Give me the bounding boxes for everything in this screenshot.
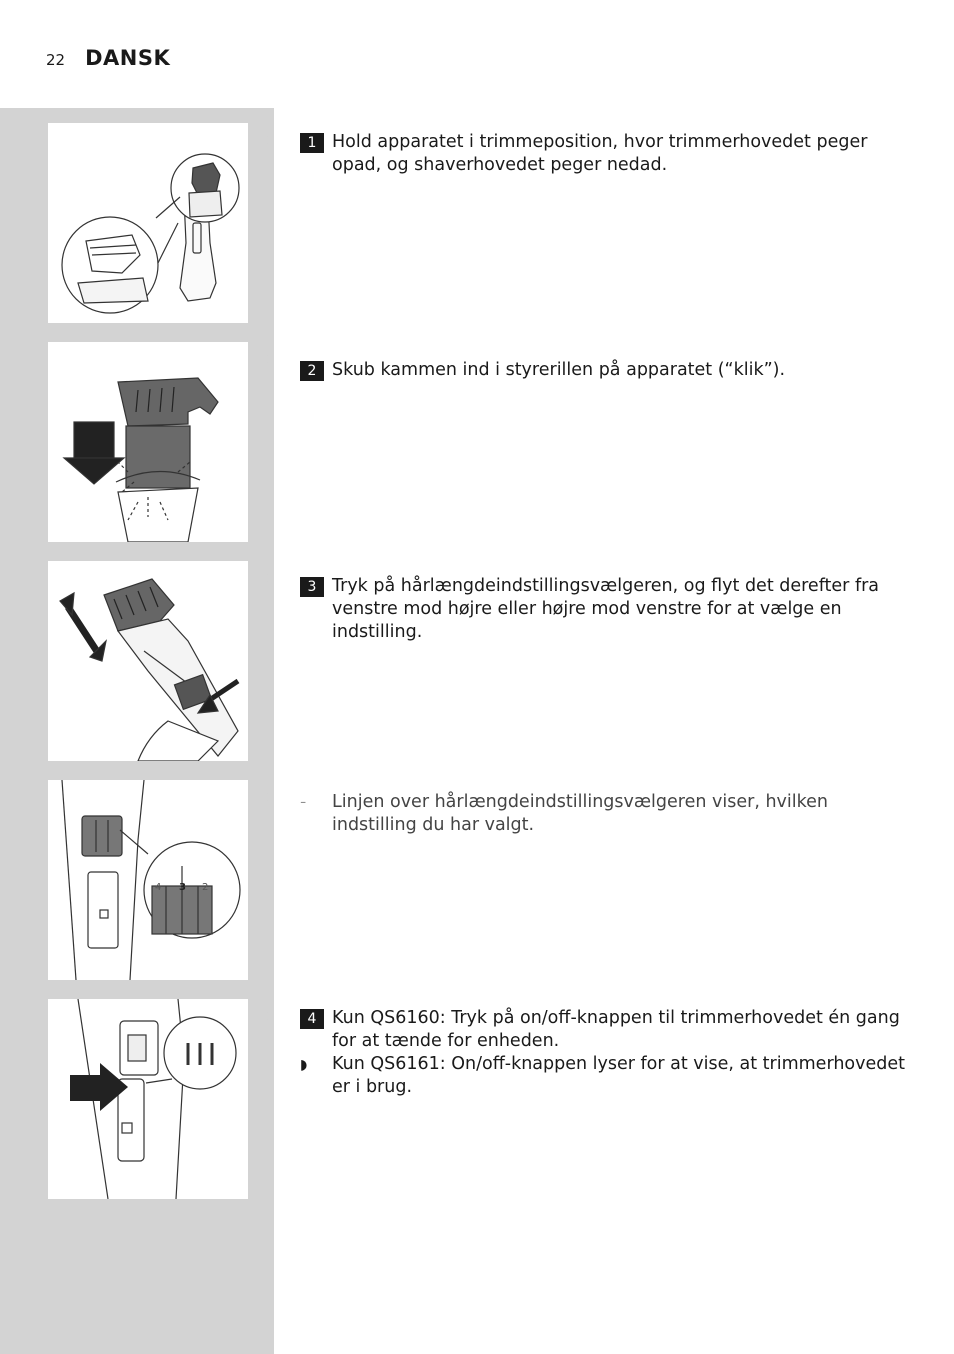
step-number: 2	[300, 361, 324, 381]
panel-pointer	[248, 126, 274, 154]
dash-marker: -	[300, 792, 307, 812]
illustration-power-button	[48, 999, 248, 1199]
step-number: 1	[300, 133, 324, 153]
result-bullet-icon: ◗	[300, 1057, 308, 1073]
setting-label: 2	[202, 882, 209, 893]
note-text: Linjen over hårlængdeindstillingsvælgeren viser, hvilken indstilling du har valgt.	[332, 792, 828, 835]
illustration-trimmer-position	[48, 123, 248, 323]
step-3	[300, 575, 910, 644]
illustration-attach-comb	[48, 342, 248, 542]
step-text: Kun QS6160: Tryk på on/off-knappen til trimmerhovedet én gang for at tænde for enheden.	[332, 1008, 900, 1051]
illustration-length-indicator	[48, 780, 248, 980]
setting-label: 3	[179, 882, 186, 893]
step-1	[300, 131, 910, 177]
panel-pointer	[248, 564, 274, 592]
step-number: 3	[300, 577, 324, 597]
step-text: Tryk på hårlængdeindstillingsvælgeren, og flyt det derefter fra venstre mod højre eller højre mod venstre for at vælge en indstilling.	[332, 576, 880, 642]
step-text: Hold apparatet i trimmeposition, hvor trimmerhovedet peger opad, og shaverhovedet peger nedad.	[332, 132, 868, 175]
panel-pointer	[248, 783, 274, 811]
step-2	[300, 359, 910, 382]
language-title: DANSK	[85, 46, 171, 70]
setting-label: 4	[155, 882, 162, 893]
page-number: 22	[46, 51, 66, 69]
panel-pointer	[248, 1002, 274, 1030]
step-4	[300, 1007, 910, 1099]
step-number: 4	[300, 1009, 324, 1029]
illustration-adjust-length	[48, 561, 248, 761]
page-header	[46, 46, 170, 70]
result-text: Kun QS6161: On/off-knappen lyser for at vise, at trimmerhovedet er i brug.	[332, 1054, 905, 1097]
step-note	[300, 791, 910, 837]
step-text: Skub kammen ind i styrerillen på apparatet (“klik”).	[332, 360, 786, 380]
panel-pointer	[248, 345, 274, 373]
